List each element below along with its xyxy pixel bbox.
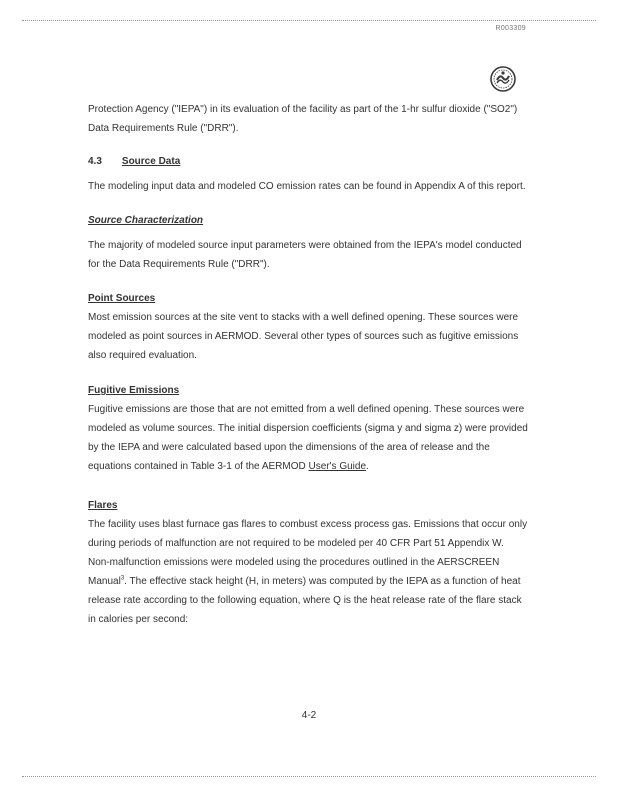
section-heading xyxy=(88,152,528,171)
company-seal-graphic xyxy=(490,66,516,92)
source-characterization-heading: Source Characterization xyxy=(88,215,204,226)
point-sources-paragraph: Most emission sources at the site vent to stacks with a well defined opening. These sources were modeled as point sources in AERMOD. Several other types of sources such as fugitive emissions also required evaluation. xyxy=(88,312,519,361)
scan-edge-top xyxy=(22,20,596,21)
fugitive-paragraph-text: Fugitive emissions are those that are not emitted from a well defined opening. These sources were modeled as volume sources. The initial dispersion coefficients (sigma y and sigma z) were provided by the IEPA and were calculated based upon the dimensions of the area of release and the equations contained in Table 3-1 of the AERMOD xyxy=(88,404,528,472)
fugitive-emissions-heading: Fugitive Emissions xyxy=(88,385,180,396)
section-number: 4.3 xyxy=(88,156,102,167)
point-sources-heading: Point Sources xyxy=(88,293,156,304)
document-id: R003309 xyxy=(495,25,526,32)
flares-heading: Flares xyxy=(88,500,118,511)
fugitive-emissions-paragraph xyxy=(88,400,528,476)
section-title: Source Data xyxy=(121,156,181,167)
flares-paragraph-text-a: The facility uses blast furnace gas flares to combust excess process gas. Emissions that occur only during periods of malfunction are not required to be modeled per 40 CFR Part 51 Appendix W. Non-malfunction emissions were modeled using the procedures outlined in the AERSCREEN Manual xyxy=(88,519,528,587)
users-guide-reference: User's Guide xyxy=(308,461,367,472)
fugitive-period: . xyxy=(366,461,369,472)
source-characterization-paragraph: The majority of modeled source input parameters were obtained from the IEPA's model conducted for the Data Requirements Rule ("DRR"). xyxy=(88,240,522,270)
flares-paragraph xyxy=(88,515,528,629)
flares-paragraph-text-b: . The effective stack height (H, in meters) was computed by the IEPA as a function of heat release rate according to the following equation, where Q is the heat release rate of the flare stack in calories per second: xyxy=(88,576,522,625)
company-seal-icon xyxy=(490,66,516,92)
source-data-paragraph: The modeling input data and modeled CO emission rates can be found in Appendix A of this report. xyxy=(88,181,526,192)
page-number: 4-2 xyxy=(301,710,317,721)
scan-edge-bottom xyxy=(22,776,596,777)
document-body xyxy=(88,100,528,629)
footnote-reference: 3 xyxy=(120,575,125,582)
intro-paragraph: Protection Agency ("IEPA") in its evaluation of the facility as part of the 1-hr sulfur dioxide ("SO2") Data Requirements Rule ("DRR"). xyxy=(88,104,518,134)
